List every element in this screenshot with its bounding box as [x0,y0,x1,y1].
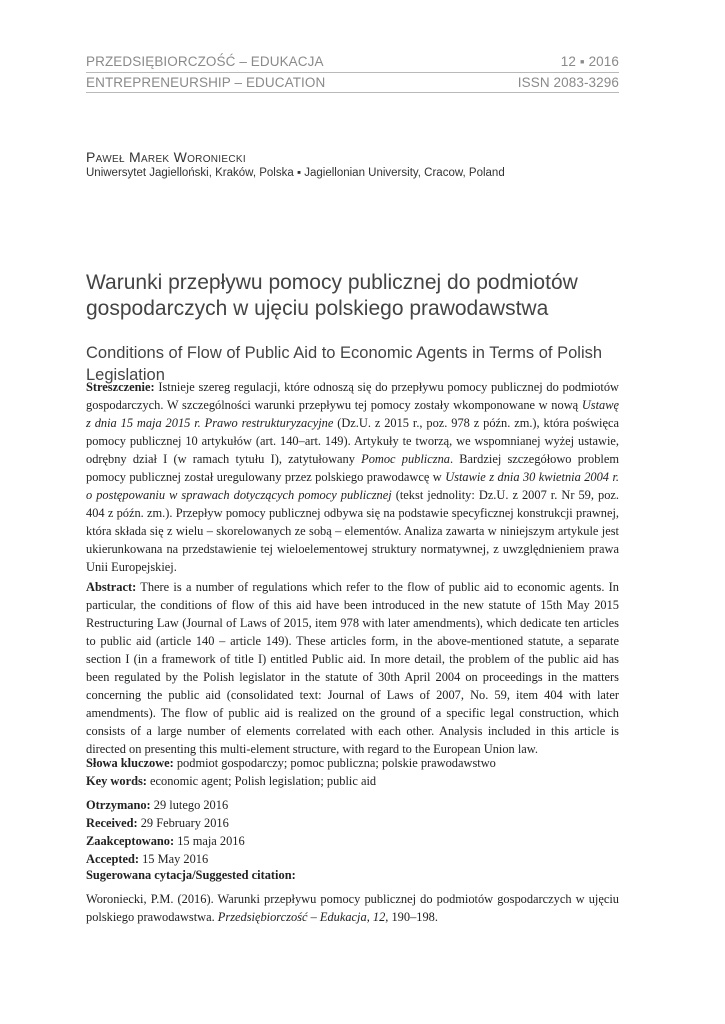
statute-title-2015: Ustawę z dnia 15 maja 2015 r. Prawo restrukturyzacyjne [86,398,619,430]
suggested-citation [86,866,619,926]
keywords-en-value: economic agent; Polish legislation; public aid [146,774,377,788]
keywords-pl-label: Słowa kluczowe: [86,756,174,770]
issue-number: 12 [560,54,576,69]
date-received-pl [86,796,619,814]
issue-info [561,54,619,69]
citation-pages: , 190–198. [385,910,438,924]
abstract-pl-text: (tekst jednolity: Dz.U. z 2007 r. Nr 59, poz. 404 z późn. zm.). Przepływ pomocy publicznej odbywa się na podstawie specyficznej konstrukcji prawnej, która składa się z wielu – skorelowanych ze sobą – elementów. Analiza zawarta w niniejszym artykule jest ukierunkowana na przedstawienie tej wieloelementowej struktury normatywnej, z uwzględnieniem prawa Unii Europejskiej. [86,488,619,574]
citation-journal: Przedsiębiorczość – Edukacja [217,910,367,924]
dates [86,796,619,868]
date-label: Accepted: [86,852,139,866]
abstract-pl-text: (Dz.U. z 2015 r., poz. 978 z późn. zm.), która poświęca pomocy publicznej 10 artykułów (art. 140–art. 149). Artykuły te tworzą, we wspomnianej wyżej ustawie, odrębny dział I (w ramach tytułu I), zatytułowany [86,416,619,466]
citation-text: , [366,910,373,924]
date-label: Received: [86,816,138,830]
date-label: Otrzymano: [86,798,151,812]
header-line-pl [86,52,619,72]
citation-text: Woroniecki, P.M. (2016). Warunki przepływu pomocy publicznej do podmiotów gospodarczych w ujęciu polskiego prawodawstwa. [86,892,619,924]
abstract-polish [86,378,619,576]
abstract-en-text: There is a number of regulations which refer to the flow of public aid to economic agents. In particular, the conditions of flow of this aid have been introduced in the new statute of 15th May 2015 Restructuring Law (Journal of Laws of 2015, item 978 with later amendments), which dedicate ten articles to public aid (article 140 – article 149). These articles form, in the above-mentioned statute, a separate section I (in a framework of title I) entitled Public aid. In more detail, the problem of the public aid has been regulated by the Polish legislator in the statute of 30th April 2004 on proceedings in the matters concerning the public aid (consolidated text: Journal of Laws of 2007, No. 59, item 404 with later amendments). The flow of public aid is realized on the ground of a specific legal construction, which consists of a large number of elements correlated with each other. Analysis included in this article is directed on presenting this multi-element structure, with regard to the European Union law. [86,580,619,756]
title-polish: Warunki przepływu pomocy publicznej do podmiotów gospodarczych w ujęciu polskiego prawodawstwa [86,271,578,320]
header-line-en [86,73,619,93]
abstract-pl-text: . Bardziej szczegółowo problem pomocy publicznej został uregulowany przez polskiego prawodawcę w [86,452,619,484]
keywords-pl-value: podmiot gospodarczy; pomoc publiczna; polskie prawodawstwo [173,756,496,770]
date-value: 29 lutego 2016 [150,798,229,812]
affiliation-en: Jagiellonian University, Cracow, Poland [304,167,505,179]
issn: ISSN 2083-3296 [517,75,619,90]
issue-separator-icon: ▪ [579,54,585,69]
journal-name-pl: PRZEDSIĘBIORCZOŚĆ – EDUKACJA [86,54,324,69]
keywords [86,754,619,790]
date-value: 15 May 2016 [138,852,209,866]
keywords-en [86,772,619,790]
affiliation-pl: Uniwersytet Jagielloński, Kraków, Polska [86,167,294,179]
citation-volume: 12 [372,910,386,924]
keywords-en-label: Key words: [86,774,147,788]
author-name: Paweł Marek Woroniecki [86,149,246,165]
abstract-english [86,578,619,758]
citation-label: Sugerowana cytacja/Suggested citation: [86,868,296,882]
affiliation-separator-icon: ▪ [296,167,302,179]
abstract-pl-label: Streszczenie: [86,380,155,394]
statute-title-2004: Ustawie z dnia 30 kwietnia 2004 r. o postępowaniu w sprawach dotyczących pomocy publicznej [86,470,619,502]
section-title: Pomoc publiczna [361,452,450,466]
issue-year: 2016 [588,54,619,69]
date-value: 15 maja 2016 [174,834,245,848]
date-label: Zaakceptowano: [86,834,175,848]
date-value: 29 February 2016 [137,816,229,830]
author-affiliation [86,167,505,179]
abstract-en-label: Abstract: [86,580,137,594]
abstract-pl-text: Istnieje szereg regulacji, które odnoszą się do przepływu pomocy publicznej do podmiotów gospodarczych. W szczególności warunki przepływu tej pomocy zostały wkomponowane w nową [86,380,619,412]
title-english: Conditions of Flow of Public Aid to Economic Agents in Terms of Polish Legislation [86,344,603,384]
header-rule-2 [86,92,619,93]
date-received-en [86,814,619,832]
date-accepted-pl [86,832,619,850]
journal-name-en: ENTREPRENEURSHIP – EDUCATION [86,75,326,90]
keywords-pl [86,754,619,772]
